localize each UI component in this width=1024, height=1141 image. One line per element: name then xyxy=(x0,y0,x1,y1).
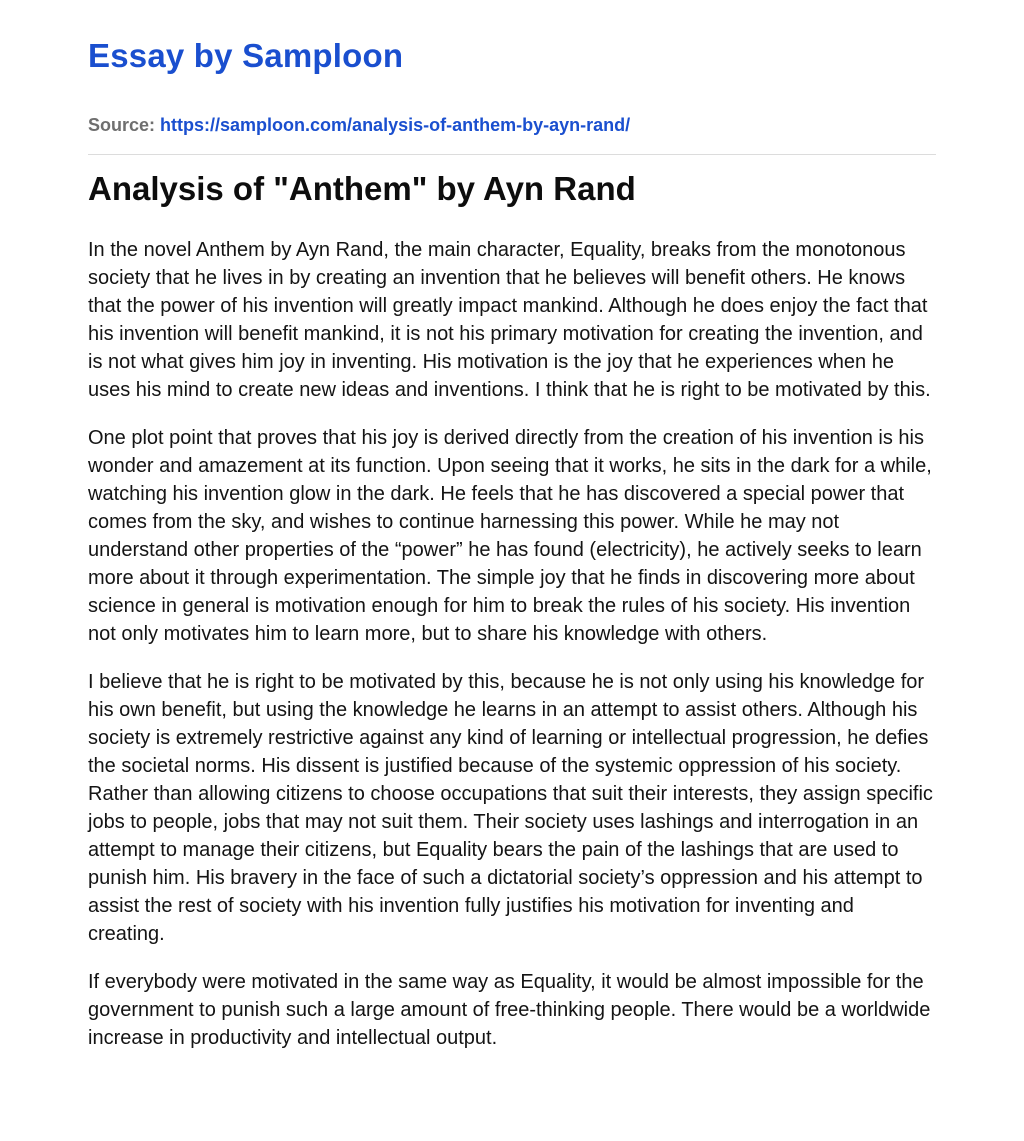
header-divider xyxy=(88,154,936,155)
essay-paragraph-1: In the novel Anthem by Ayn Rand, the main character, Equality, breaks from the monotonous society that he lives in by creating an invention that he believes will benefit others. He knows that the power of his invention will greatly impact mankind. Although he does enjoy the fact that his invention will benefit mankind, it is not his primary motivation for creating the invention, and is not what gives him joy in inventing. His motivation is the joy that he experiences when he uses his mind to create new ideas and inventions. I think that he is right to be motivated by this. xyxy=(88,239,931,401)
essay-paragraph-4: If everybody were motivated in the same way as Equality, it would be almost impossible for the government to punish such a large amount of free-thinking people. There would be a worldwide increase in productivity and intellectual output. xyxy=(88,971,931,1049)
source-link[interactable]: https://samploon.com/analysis-of-anthem-by-ayn-rand/ xyxy=(160,115,631,135)
essay-title: Analysis of "Anthem" by Ayn Rand xyxy=(88,170,636,207)
site-brand: Essay by Samploon xyxy=(88,37,404,74)
essay-page xyxy=(88,0,936,1072)
essay-paragraph-2: One plot point that proves that his joy is derived directly from the creation of his invention is his wonder and amazement at its function. Upon seeing that it works, he sits in the dark for a while, watching his invention glow in the dark. He feels that he has discovered a special power that comes from the sky, and wishes to continue harnessing this power. While he may not understand other properties of the “power” he has found (electricity), he actively seeks to learn more about it through experimentation. The simple joy that he finds in discovering more about science in general is motivation enough for him to break the rules of his society. His invention not only motivates him to learn more, but to share his knowledge with others. xyxy=(88,427,932,645)
source-line xyxy=(88,114,936,136)
essay-paragraph-3: I believe that he is right to be motivated by this, because he is not only using his knowledge for his own benefit, but using the knowledge he learns in an attempt to assist others. Although his society is extremely restrictive against any kind of learning or intellectual progression, he defies the societal norms. His dissent is justified because of the systemic oppression of his society. Rather than allowing citizens to choose occupations that suit their interests, they assign specific jobs to people, jobs that may not suit them. Their society uses lashings and interrogation in an attempt to manage their citizens, but Equality bears the pain of the lashings that are used to punish him. His bravery in the face of such a dictatorial society’s oppression and his attempt to assist the rest of society with his invention fully justifies his motivation for inventing and creating. xyxy=(88,671,933,945)
essay-body xyxy=(88,236,936,1052)
source-label: Source: xyxy=(88,115,156,135)
